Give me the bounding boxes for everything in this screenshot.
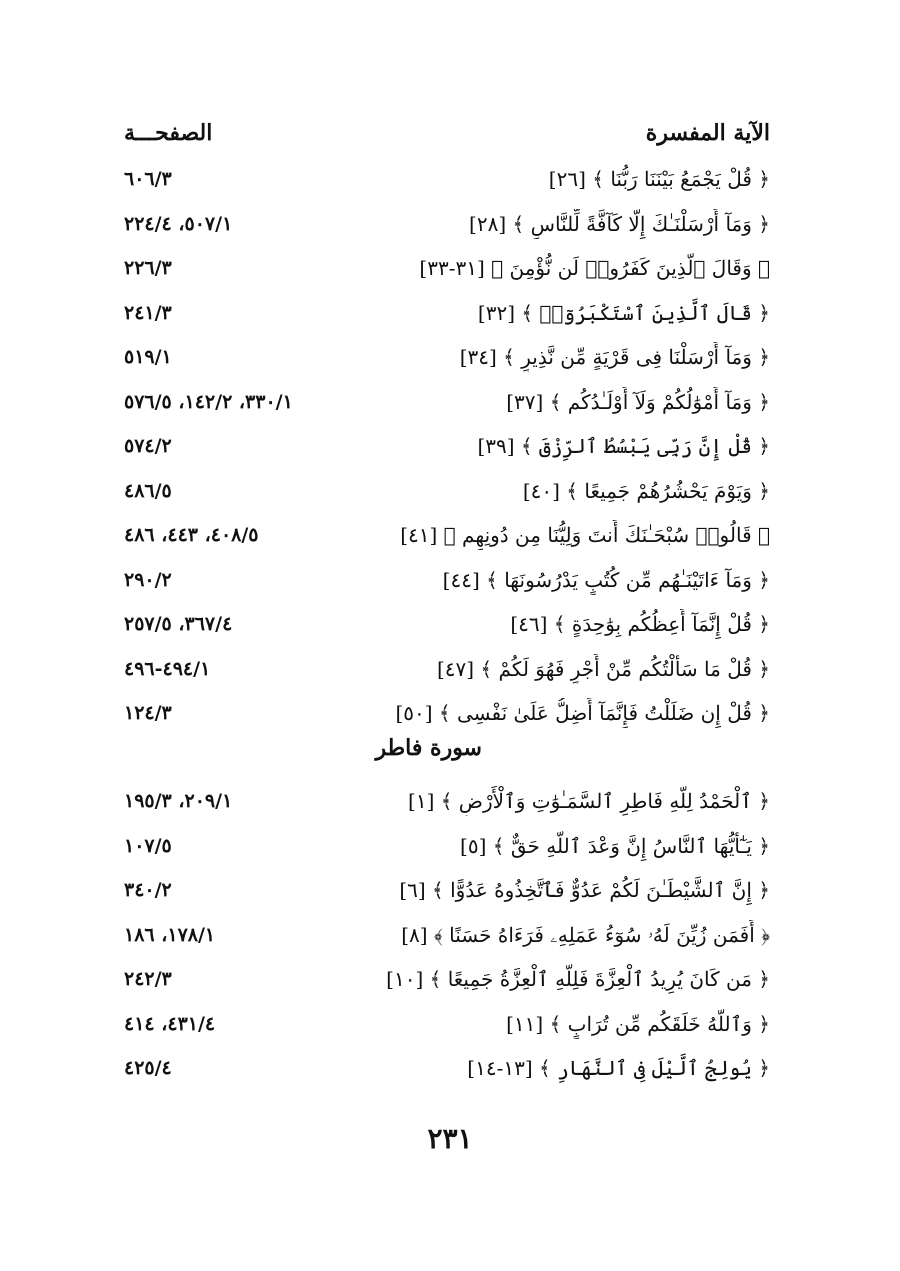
verse-text: ﴿ وَمَآ أَمْوَٰلُكُمْ وَلَآ أَوْلَـٰدُكُم ﴾ [٣٧] xyxy=(506,389,770,414)
verse-text: ﴿ يُولِجُ ٱلَّيْلَ فِى ٱلنَّهَارِ ﴾ [١٣-١٤] xyxy=(467,1056,770,1080)
verse-text: ﴿ وَقَالَ ٱلَّذِينَ كَفَرُوا۟ لَن نُّؤْمِنَ ﴾ [٣١-٣٣] xyxy=(419,256,770,280)
index-row xyxy=(0,160,900,205)
verse-text: ﴿ مَن كَانَ يُرِيدُ ٱلْعِزَّةَ فَلِلَّهِ ٱلْعِزَّةُ جَمِيعًا ﴾ [١٠] xyxy=(386,967,770,991)
index-row xyxy=(0,338,900,383)
index-row xyxy=(0,782,900,827)
page-ref: ٥١٩/١ xyxy=(124,346,172,368)
index-row xyxy=(0,1049,900,1094)
index-row xyxy=(0,516,900,561)
index-row xyxy=(0,427,900,472)
page-ref: ٦٠٦/٣ xyxy=(124,168,172,190)
page-ref: ٤٢٥/٤ xyxy=(124,1057,172,1079)
page-ref: ٢٤٢/٣ xyxy=(124,968,172,990)
page-ref: ٥٧٤/٢ xyxy=(124,435,172,457)
index-row xyxy=(0,916,900,961)
verse-text: ﴿ يَـٰٓأَيُّهَا ٱلنَّاسُ إِنَّ وَعْدَ ٱللَّهِ حَقٌّ ﴾ [٥] xyxy=(460,833,770,858)
index-row xyxy=(0,605,900,650)
index-row xyxy=(0,694,900,739)
verse-text: ﴿ قُلْ إِن ضَلَلْتُ فَإِنَّمَآ أَضِلُّ عَلَىٰ نَفْسِى ﴾ [٥٠] xyxy=(395,701,770,725)
verse-text: ﴿ أَفَمَن زُيِّنَ لَهُۥ سُوٓءُ عَمَلِهِۦ فَرَءَاهُ حَسَنًا ﴾ [٨] xyxy=(401,922,770,947)
page-ref: ٣٤٠/٢ xyxy=(124,879,172,901)
index-row xyxy=(0,383,900,428)
verse-text: ﴿ إِنَّ ٱلشَّيْطَـٰنَ لَكُمْ عَدُوٌّ فَٱتَّخِذُوهُ عَدُوًّا ﴾ [٦] xyxy=(399,878,770,902)
page-ref: ٣٣٠/١، ١٤٢/٢، ٥٧٦/٥ xyxy=(124,390,293,413)
page-ref: ٤٣١/٤، ٤١٤ xyxy=(124,1012,216,1035)
verse-text: ﴿ قُلْ إِنَّمَآ أَعِظُكُم بِوَٰحِدَةٍ ﴾ [٤٦] xyxy=(510,612,770,636)
page-ref: ١٢٤/٣ xyxy=(124,702,172,724)
page-ref: ٥٠٧/١، ٢٢٤/٤ xyxy=(124,212,233,235)
index-row xyxy=(0,205,900,250)
index-section-fatir xyxy=(0,782,900,1094)
verse-text: ﴿ قَالُوا۟ سُبْحَـٰنَكَ أَنتَ وَلِيُّنَا مِن دُونِهِم ﴾ [٤١] xyxy=(400,523,770,547)
verse-text: ﴿ قَالَ ٱلَّذِينَ ٱسْتَكْبَرُوٓا۟ ﴾ [٣٢] xyxy=(477,300,770,325)
verse-text: ﴿ ٱلْحَمْدُ لِلَّهِ فَاطِرِ ٱلسَّمَـٰوَٰتِ وَٱلْأَرْضِ ﴾ [١] xyxy=(408,789,770,813)
verse-text: ﴿ وَٱللَّهُ خَلَقَكُم مِّن تُرَابٍ ﴾ [١١] xyxy=(506,1011,770,1036)
index-row xyxy=(0,472,900,517)
verse-text: ﴿ قُلْ إِنَّ رَبِّى يَبْسُطُ ٱلرِّزْقَ ﴾ [٣٩] xyxy=(477,434,770,458)
index-section-saba xyxy=(0,160,900,739)
page-ref: ٤٨٦/٥ xyxy=(124,479,172,502)
index-row xyxy=(0,249,900,294)
verse-text: ﴿ قُلْ يَجْمَعُ بَيْنَنَا رَبُّنَا ﴾ [٢٦] xyxy=(548,167,770,191)
surah-title: سورة فاطر xyxy=(375,735,482,761)
verse-text: ﴿ وَمَآ أَرْسَلْنَـٰكَ إِلَّا كَآفَّةً لِّلنَّاسِ ﴾ [٢٨] xyxy=(469,211,770,236)
page-ref: ٤٩٤/١-٤٩٦ xyxy=(124,657,211,680)
page-ref: ٢٢٦/٣ xyxy=(124,257,172,279)
page-ref: ١٧٨/١، ١٨٦ xyxy=(124,923,216,946)
page-column-header: الصفحـــة xyxy=(124,120,213,146)
index-row xyxy=(0,561,900,606)
page-ref: ١٠٧/٥ xyxy=(124,834,172,857)
verse-text: ﴿ وَيَوْمَ يَحْشُرُهُمْ جَمِيعًا ﴾ [٤٠] xyxy=(522,478,770,503)
page-ref: ٢٠٩/١، ١٩٥/٣ xyxy=(124,790,233,812)
table-header xyxy=(0,114,900,154)
index-row xyxy=(0,1005,900,1050)
page-ref: ٢٩٠/٢ xyxy=(124,568,172,591)
verse-text: ﴿ وَمَآ ءَاتَيْنَـٰهُم مِّن كُتُبٍ يَدْرُسُونَهَا ﴾ [٤٤] xyxy=(442,567,770,592)
page-ref: ٣٦٧/٤، ٢٥٧/٥ xyxy=(124,613,233,635)
index-row xyxy=(0,294,900,339)
verse-text: ﴿ قُلْ مَا سَأَلْتُكُم مِّنْ أَجْرٍ فَهُوَ لَكُمْ ﴾ [٤٧] xyxy=(436,656,770,681)
page-ref: ٤٠٨/٥، ٤٤٣، ٤٨٦ xyxy=(124,524,259,546)
index-row xyxy=(0,650,900,695)
verse-column-header: الآية المفسرة xyxy=(645,120,770,146)
index-row xyxy=(0,871,900,916)
page-ref: ٢٤١/٣ xyxy=(124,301,172,324)
index-row xyxy=(0,960,900,1005)
verse-text: ﴿ وَمَآ أَرْسَلْنَا فِى قَرْيَةٍ مِّن نَّذِيرٍ ﴾ [٣٤] xyxy=(459,345,770,369)
page-number: ٢٣١ xyxy=(427,1122,473,1155)
index-row xyxy=(0,827,900,872)
